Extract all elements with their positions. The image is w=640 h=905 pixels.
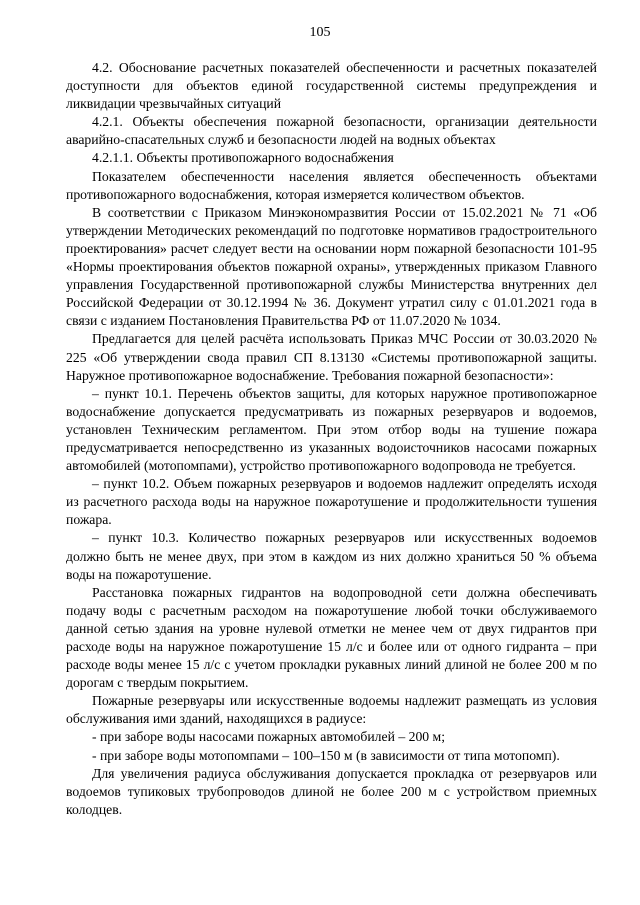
paragraph-reservoirs-radius: Пожарные резервуары или искусственные водоемы надлежит размещать из условия обслуживания ими зданий, находящихся в радиусе: bbox=[66, 693, 597, 727]
list-item-10-1: – пункт 10.1. Перечень объектов защиты, для которых наружное противопожарное водоснабжение допускается предусматривать из пожарных резервуаров и водоемов, установлен Техническим регламентом. При этом отбор воды на тушение пожара предусматривается непосредственно из указанных водоисточников насосами пожарных автомобилей (мотопомпами), устройство противопожарного водопровода не требуется. bbox=[66, 385, 597, 474]
list-item-10-2: – пункт 10.2. Объем пожарных резервуаров и водоемов надлежит определять исходя из расчетного расхода воды на наружное пожаротушение и продолжительности тушения пожара. bbox=[66, 476, 597, 528]
section-heading-4-2-1: 4.2.1. Объекты обеспечения пожарной безопасности, организации деятельности аварийно-спасательных служб и безопасности людей на водных объектах bbox=[66, 114, 597, 148]
section-heading-4-2: 4.2. Обоснование расчетных показателей обеспеченности и расчетных показателей доступности для объектов единой государственной системы предупреждения и ликвидации чрезвычайных ситуаций bbox=[66, 60, 597, 112]
document-body bbox=[66, 59, 597, 819]
section-heading-4-2-1-1: 4.2.1.1. Объекты противопожарного водоснабжения bbox=[92, 150, 394, 166]
list-item-fire-truck-pumps: - при заборе воды насосами пожарных автомобилей – 200 м; bbox=[92, 729, 446, 745]
paragraph-radius-extension: Для увеличения радиуса обслуживания допускается прокладка от резервуаров или водоемов тупиковых трубопроводов длиной не более 200 м с устройством приемных колодцев. bbox=[66, 765, 597, 817]
paragraph-hydrants: Расстановка пожарных гидрантов на водопроводной сети должна обеспечивать подачу воды с расчетным расходом на пожаротушение любой точки обслуживаемого данной сетью здания на уровне нулевой отметки не менее чем от двух гидрантов при расходе воды на наружное пожаротушение 15 л/с и более или от одного гидранта – при расходе воды менее 15 л/с с учетом прокладки рукавных линий длиной не более 200 м по дорогам с твердым покрытием. bbox=[66, 584, 597, 691]
page-number: 105 bbox=[309, 25, 331, 40]
paragraph-indicator: Показателем обеспеченности населения является обеспеченность объектами противопожарного водоснабжения, которая измеряется количеством объектов. bbox=[66, 168, 597, 202]
paragraph-legal-basis: В соответствии с Приказом Минэкономразвития России от 15.02.2021 № 71 «Об утверждении Методических рекомендаций по подготовке нормативов градостроительного проектирования» расчет следует вести на основании норм пожарной безопасности 101-95 «Нормы проектирования объектов пожарной охраны», утвержденных приказом Главного управления Государственной противопожарной службы Министерства внутренних дел Российской Федерации от 30.12.1994 № 36. Документ утратил силу с 01.01.2021 года в связи с изданием Постановления Правительства РФ от 11.07.2020 № 1034. bbox=[66, 204, 597, 329]
list-item-motor-pumps: - при заборе воды мотопомпами – 100–150 м (в зависимости от типа мотопомп). bbox=[92, 747, 560, 763]
paragraph-proposal: Предлагается для целей расчёта использовать Приказ МЧС России от 30.03.2020 № 225 «Об утверждении свода правил СП 8.13130 «Системы противопожарной защиты. Наружное противопожарное водоснабжение. Требования пожарной безопасности»: bbox=[66, 331, 597, 383]
list-item-10-3: – пункт 10.3. Количество пожарных резервуаров или искусственных водоемов должно быть не менее двух, при этом в каждом из них должно храниться 50 % объема воды на пожаротушение. bbox=[66, 530, 597, 582]
